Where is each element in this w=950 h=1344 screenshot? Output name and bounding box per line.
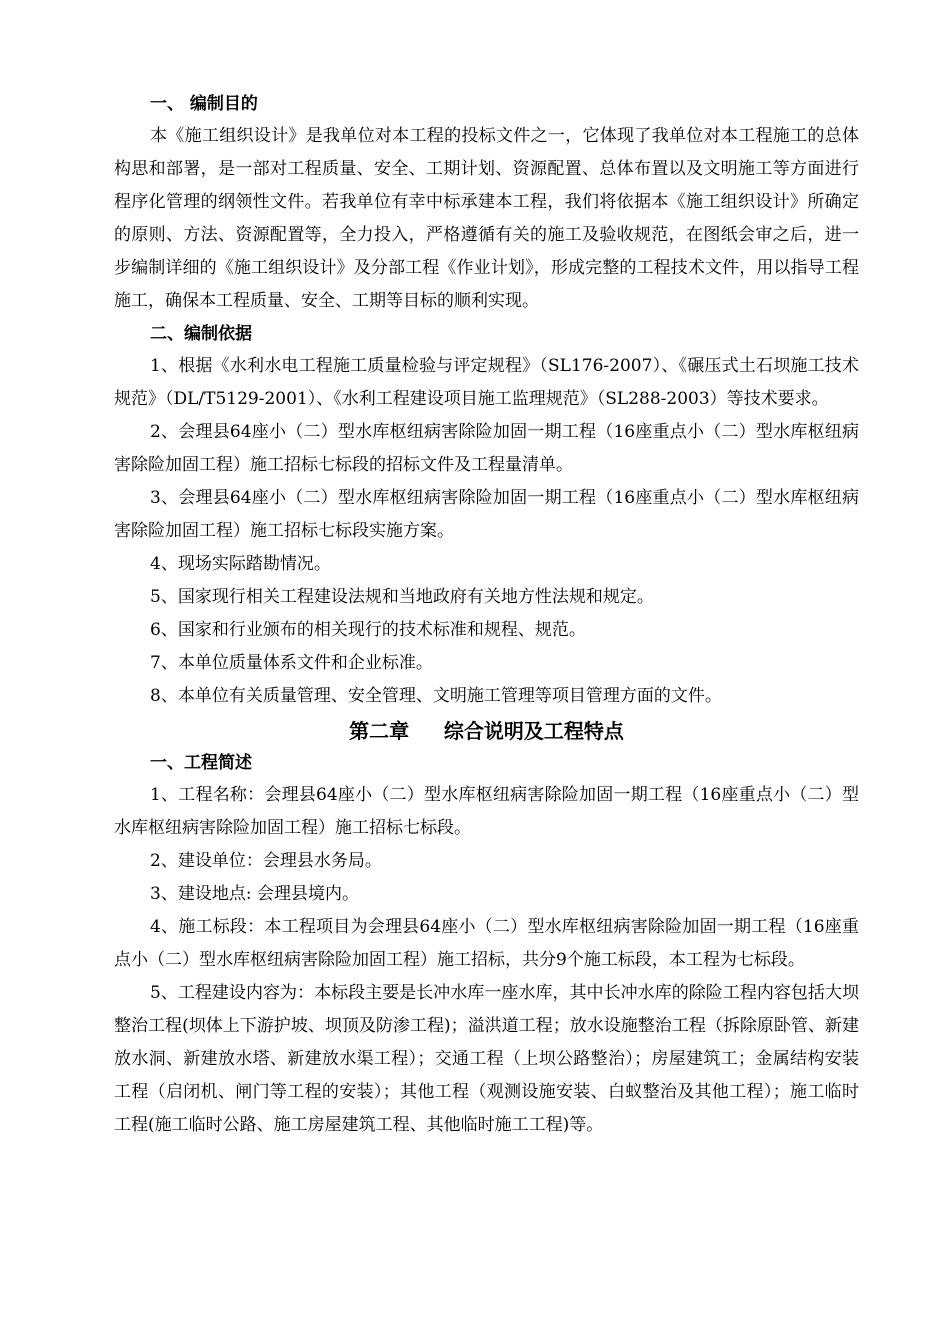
paragraph-purpose: 本《施工组织设计》是我单位对本工程的投标文件之一，它体现了我单位对本工程施工的总体构思和部署，是一部对工程质量、安全、工期计划、资源配置、总体布置以及文明施工等方面进行程序化管理的纲领性文件。若我单位有幸中标承建本工程，我们将依据本《施工组织设计》所确定的原则、方法、资源配置等，全力投入，严格遵循有关的施工及验收规范，在图纸会审之后，进一步编制详细的《施工组织设计》及分部工程《作业计划》，形成完整的工程技术文件，用以指导工程施工，确保本工程质量、安全、工期等目标的顺利实现。 bbox=[114, 126, 859, 311]
overview-item-4: 4、施工标段：本工程项目为会理县64座小（二）型水库枢纽病害除险加固一期工程（16座重点小（二）型水库枢纽病害除险加固工程）施工招标，共分9个施工标段，本工程为七标段。 bbox=[114, 917, 859, 970]
section-heading-basis: 二、编制依据 bbox=[150, 324, 252, 344]
basis-item-7: 7、本单位质量体系文件和企业标准。 bbox=[150, 653, 433, 673]
basis-item-8: 8、本单位有关质量管理、安全管理、文明施工管理等项目管理方面的文件。 bbox=[150, 686, 722, 706]
section-heading-overview: 一、工程简述 bbox=[150, 753, 252, 773]
basis-item-6: 6、国家和行业颁布的相关现行的技术标准和规程、规范。 bbox=[150, 620, 586, 640]
overview-item-2: 2、建设单位：会理县水务局。 bbox=[150, 851, 382, 871]
basis-item-5: 5、国家现行相关工程建设法规和当地政府有关地方性法规和规定。 bbox=[150, 587, 654, 607]
basis-item-4: 4、现场实际踏勘情况。 bbox=[150, 554, 331, 574]
chapter-title: 第二章 综合说明及工程特点 bbox=[349, 719, 624, 743]
document-body bbox=[114, 88, 859, 1142]
basis-item-1: 1、根据《水利水电工程施工质量检验与评定规程》（SL176-2007）、《碾压式土石坝施工技术规范》（DL/T5129-2001）、《水利工程建设项目施工监理规范》（SL288-2003）等技术要求。 bbox=[114, 356, 859, 409]
basis-item-2: 2、会理县64座小（二）型水库枢纽病害除险加固一期工程（16座重点小（二）型水库枢纽病害除险加固工程）施工招标七标段的招标文件及工程量清单。 bbox=[114, 422, 859, 475]
basis-item-3: 3、会理县64座小（二）型水库枢纽病害除险加固一期工程（16座重点小（二）型水库枢纽病害除险加固工程）施工招标七标段实施方案。 bbox=[114, 488, 859, 541]
overview-item-1: 1、工程名称：会理县64座小（二）型水库枢纽病害除险加固一期工程（16座重点小（二）型水库枢纽病害除险加固工程）施工招标七标段。 bbox=[114, 785, 859, 838]
section-heading-purpose: 一、 编制目的 bbox=[150, 94, 258, 114]
overview-item-5: 5、工程建设内容为：本标段主要是长冲水库一座水库，其中长冲水库的除险工程内容包括大坝整治工程(坝体上下游护坡、坝顶及防渗工程)；溢洪道工程；放水设施整治工程（拆除原卧管、新建放水洞、新建放水塔、新建放水渠工程）；交通工程（上坝公路整治）；房屋建筑工；金属结构安装工程（启闭机、闸门等工程的安装）；其他工程（观测设施安装、白蚁整治及其他工程）；施工临时工程(施工临时公路、施工房屋建筑工程、其他临时施工工程)等。 bbox=[114, 983, 859, 1135]
overview-item-3: 3、建设地点: 会理县境内。 bbox=[150, 884, 359, 904]
